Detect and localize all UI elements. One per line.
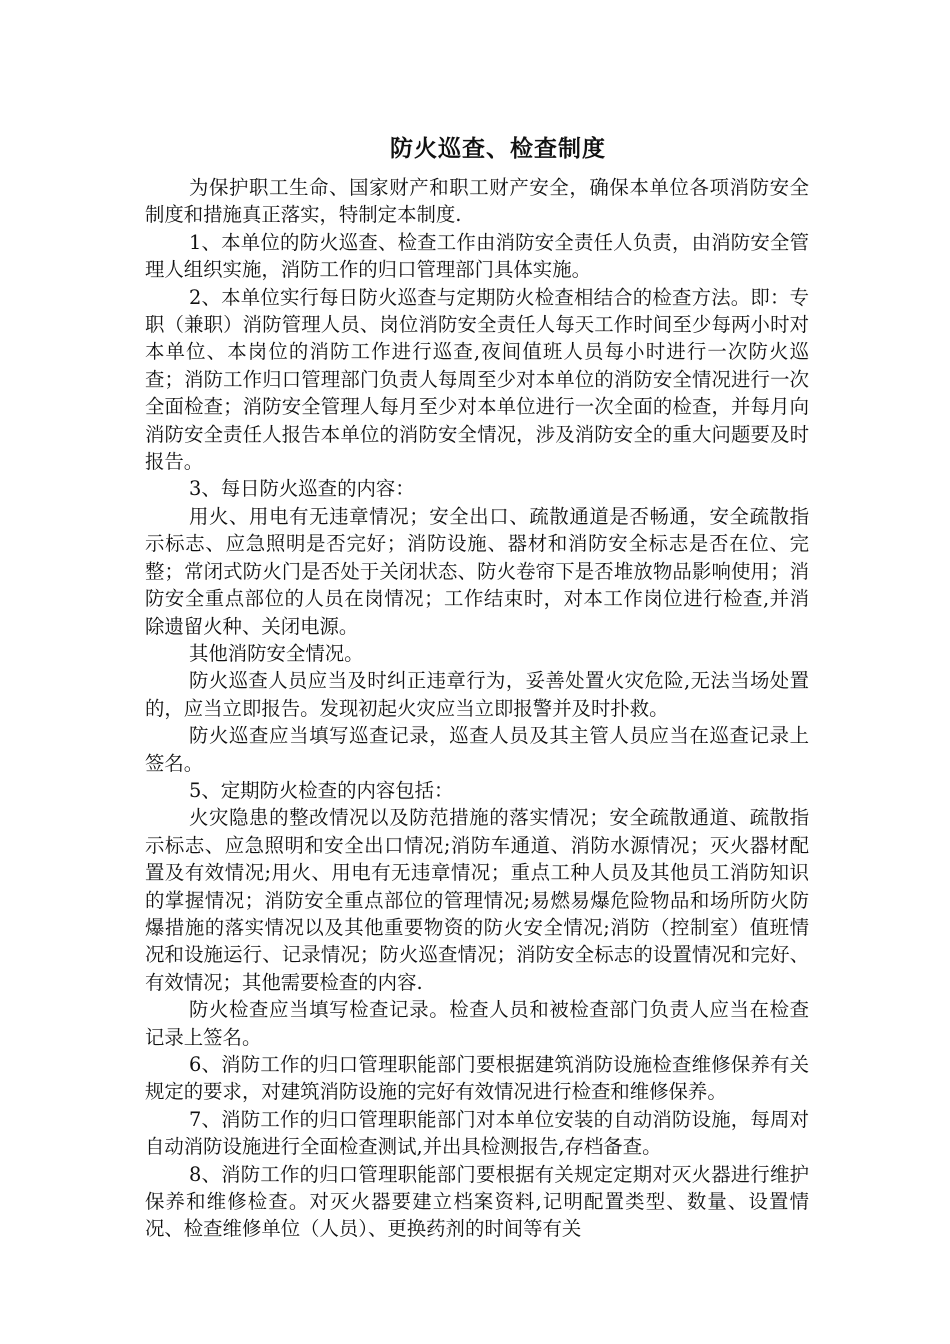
document-body — [145, 174, 809, 1243]
paragraph: 其他消防安全情况。 — [189, 641, 364, 665]
paragraph: 为保护职工生命、国家财产和职工财产安全，确保本单位各项消防安全制度和措施真正落实，特制定本制度. — [145, 176, 809, 227]
paragraph: 7、消防工作的归口管理职能部门对本单位安装的自动消防设施，每周对自动消防设施进行全面检查测试,并出具检测报告,存档备查。 — [145, 1107, 809, 1159]
paragraph: 2、本单位实行每日防火巡查与定期防火检查相结合的检查方法。即：专职（兼职）消防管理人员、岗位消防安全责任人每天工作时间至少每两小时对本单位、本岗位的消防工作进行巡查,夜间值班人员每小时进行一次防火巡查；消防工作归口管理部门负责人每周至少对本单位的消防安全情况进行一次全面检查；消防安全管理人每月至少对本单位进行一次全面的检查，并每月向消防安全责任人报告本单位的消防安全情况，涉及消防安全的重大问题要及时报告。 — [145, 285, 809, 474]
paragraph: 8、消防工作的归口管理职能部门要根据有关规定定期对灭火器进行维护保养和维修检查。对灭火器要建立档案资料,记明配置类型、数量、设置情况、检查维修单位（人员）、更换药剂的时间等有关 — [145, 1162, 809, 1241]
paragraph: 防火检查应当填写检查记录。检查人员和被检查部门负责人应当在检查记录上签名。 — [145, 998, 809, 1049]
paragraph: 火灾隐患的整改情况以及防范措施的落实情况；安全疏散通道、疏散指示标志、应急照明和安全出口情况;消防车通道、消防水源情况；灭火器材配置及有效情况;用火、用电有无违章情况；重点工种人员及其他员工消防知识的掌握情况；消防安全重点部位的管理情况;易燃易爆危险物品和场所防火防爆措施的落实情况以及其他重要物资的防火安全情况;消防（控制室）值班情况和设施运行、记录情况；防火巡查情况；消防安全标志的设置情况和完好、有效情况；其他需要检查的内容. — [145, 806, 809, 994]
paragraph: 防火巡查应当填写巡查记录，巡查人员及其主管人员应当在巡查记录上签名。 — [145, 724, 809, 775]
paragraph: 6、消防工作的归口管理职能部门要根据建筑消防设施检查维修保养有关规定的要求，对建筑消防设施的完好有效情况进行检查和维修保养。 — [145, 1053, 809, 1104]
document-title: 防火巡查、检查制度 — [390, 136, 606, 162]
paragraph: 用火、用电有无违章情况；安全出口、疏散通道是否畅通，安全疏散指示标志、应急照明是否完好；消防设施、器材和消防安全标志是否在位、完整；常闭式防火门是否处于关闭状态、防火卷帘下是否堆放物品影响使用；消防安全重点部位的人员在岗情况；工作结束时，对本工作岗位进行检查,并消除遗留火种、关闭电源。 — [145, 504, 809, 638]
paragraph: 1、本单位的防火巡查、检查工作由消防安全责任人负责，由消防安全管理人组织实施，消防工作的归口管理部门具体实施。 — [145, 230, 809, 282]
paragraph: 5、定期防火检查的内容包括： — [189, 778, 454, 802]
paragraph: 防火巡查人员应当及时纠正违章行为，妥善处置火灾危险,无法当场处置的，应当立即报告。发现初起火灾应当立即报警并及时扑救。 — [145, 669, 809, 720]
paragraph: 3、每日防火巡查的内容： — [189, 477, 415, 501]
